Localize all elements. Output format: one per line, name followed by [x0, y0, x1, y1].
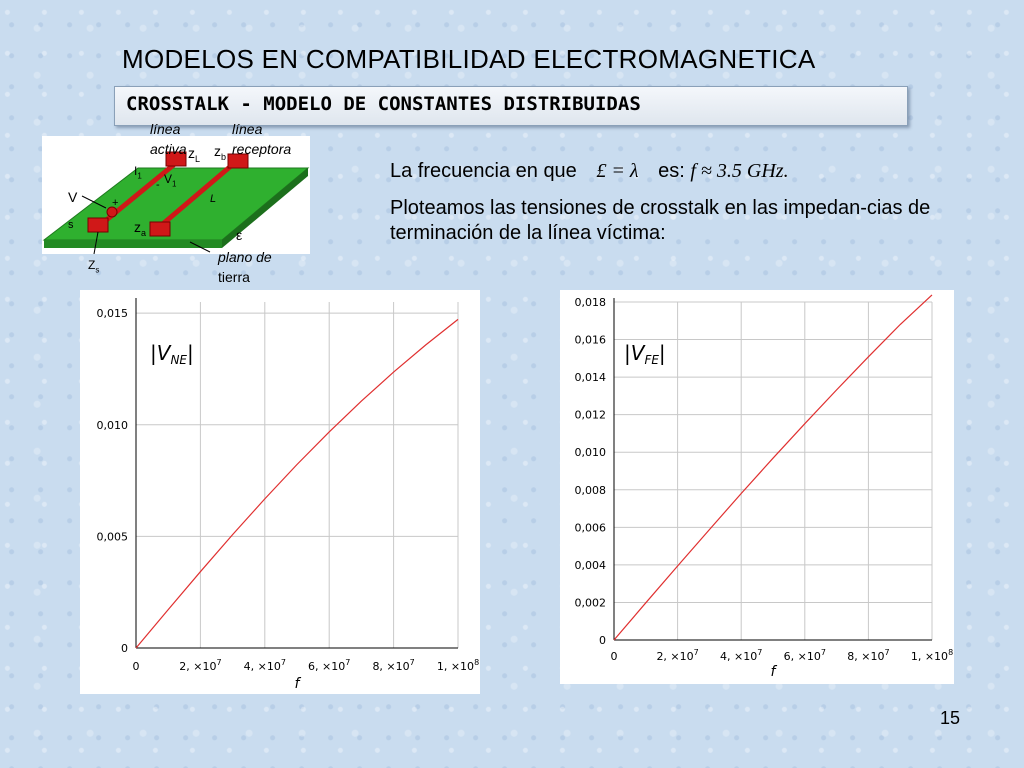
plot-vfe — [560, 290, 954, 684]
label-i1: $I_1$ — [134, 164, 142, 181]
x-axis-label: f — [294, 676, 300, 692]
x-tick-exponent: 7 — [409, 658, 415, 667]
x-tick-exponent: 8 — [474, 658, 480, 667]
label-za: $z_a$ — [134, 219, 147, 238]
x-tick-label: 6, $\times 10^7$ — [783, 648, 826, 663]
page-number: 15 — [940, 708, 961, 728]
x-tick-label: 6, $\times 10^7$ — [308, 658, 351, 673]
label-zb: $z_b$ — [214, 143, 227, 162]
legend-bar-left: | — [624, 341, 631, 365]
y-tick-label: 0,008 — [574, 483, 606, 497]
label-zl: $z_L$ — [188, 145, 201, 164]
label-ground-plane-2: tierra — [218, 269, 250, 285]
y-tick-label: 0,005 — [96, 530, 128, 544]
y-tick-label: 0,014 — [574, 371, 606, 385]
x-tick-label: 4, $\times 10^7$ — [243, 658, 286, 673]
freq-mid: es: — [658, 160, 685, 182]
legend-bar-left: | — [150, 341, 157, 365]
y-tick-label: 0,010 — [96, 418, 128, 432]
freq-prefix: La frecuencia en que — [390, 160, 577, 182]
label-v1: $V_1$ — [164, 172, 177, 189]
pad-za — [150, 222, 170, 236]
x-tick-label: 1, $\times 10^8$ — [436, 658, 480, 673]
y-tick-label: 0,016 — [574, 333, 606, 347]
x-tick-exponent: 7 — [820, 648, 826, 657]
label-zs: $Z_s$ — [88, 258, 100, 275]
x-tick-exponent: 7 — [280, 658, 286, 667]
plot-vne-svg — [80, 290, 480, 694]
legend-bar-right: | — [658, 341, 666, 365]
slide-title: MODELOS EN COMPATIBILIDAD ELECTROMAGNETICA — [122, 44, 816, 74]
plot-vne — [80, 290, 480, 694]
x-tick-exponent: 7 — [345, 658, 351, 667]
x-axis-label: f — [770, 664, 776, 680]
legend-sub: FE — [644, 353, 659, 367]
frequency-statement — [390, 160, 789, 183]
legend-bar-right: | — [187, 341, 194, 365]
legend-main: V — [156, 341, 171, 365]
y-tick-label: 0 — [599, 634, 606, 647]
y-tick-label: 0,018 — [574, 296, 606, 309]
label-plus: + — [112, 197, 119, 209]
freq-equation: £ = λ — [596, 160, 639, 182]
series-legend — [624, 341, 666, 367]
pad-zs — [88, 218, 108, 232]
x-tick-exponent: 8 — [948, 648, 954, 657]
series-line — [136, 319, 458, 648]
y-tick-label: 0,006 — [574, 521, 606, 535]
label-vs: V — [68, 189, 78, 205]
x-tick-label: 8, $\times 10^7$ — [372, 658, 415, 673]
plot-vfe-svg — [560, 290, 954, 684]
legend-main: V — [630, 341, 645, 365]
label-receptor-line-2: receptora — [232, 141, 292, 157]
label-epsilon: ε — [236, 227, 243, 243]
x-tick-label: 4, $\times 10^7$ — [720, 648, 763, 663]
y-tick-label: 0,002 — [574, 596, 606, 610]
label-length: L — [210, 193, 217, 205]
y-tick-label: 0,015 — [96, 307, 128, 321]
x-tick-label: 0 — [132, 660, 140, 673]
label-active-line-2: activa — [150, 141, 187, 157]
label-ground-plane-1: plano de — [218, 249, 272, 265]
x-tick-label: 2, $\times 10^7$ — [179, 658, 222, 673]
x-tick-exponent: 7 — [757, 648, 763, 657]
label-minus: - — [156, 179, 160, 191]
x-tick-exponent: 7 — [884, 648, 890, 657]
x-tick-exponent: 7 — [693, 648, 699, 657]
y-tick-label: 0 — [121, 642, 128, 655]
y-tick-label: 0,010 — [574, 446, 606, 460]
x-tick-label: 1, $\times 10^8$ — [910, 648, 954, 663]
x-tick-label: 2, $\times 10^7$ — [656, 648, 699, 663]
label-vs-sub: s — [68, 219, 74, 231]
legend-sub: NE — [170, 353, 187, 367]
label-active-line-1: línea — [150, 121, 181, 137]
label-receptor-line-1: línea — [232, 121, 263, 137]
x-tick-label: 8, $\times 10^7$ — [847, 648, 890, 663]
slide-subtitle: CROSSTALK - MODELO DE CONSTANTES DISTRIBUIDAS — [126, 93, 641, 115]
x-tick-exponent: 7 — [216, 658, 222, 667]
series-legend — [150, 341, 194, 367]
freq-value: f ≈ 3.5 GHz. — [690, 160, 789, 182]
x-tick-label: 0 — [610, 650, 618, 663]
y-tick-label: 0,004 — [574, 558, 606, 572]
plot-description: Ploteamos las tensiones de crosstalk en las impedan-cias de terminación de la línea víctima: — [390, 197, 931, 244]
ground-plane-edge — [44, 240, 222, 248]
y-tick-label: 0,012 — [574, 408, 606, 422]
